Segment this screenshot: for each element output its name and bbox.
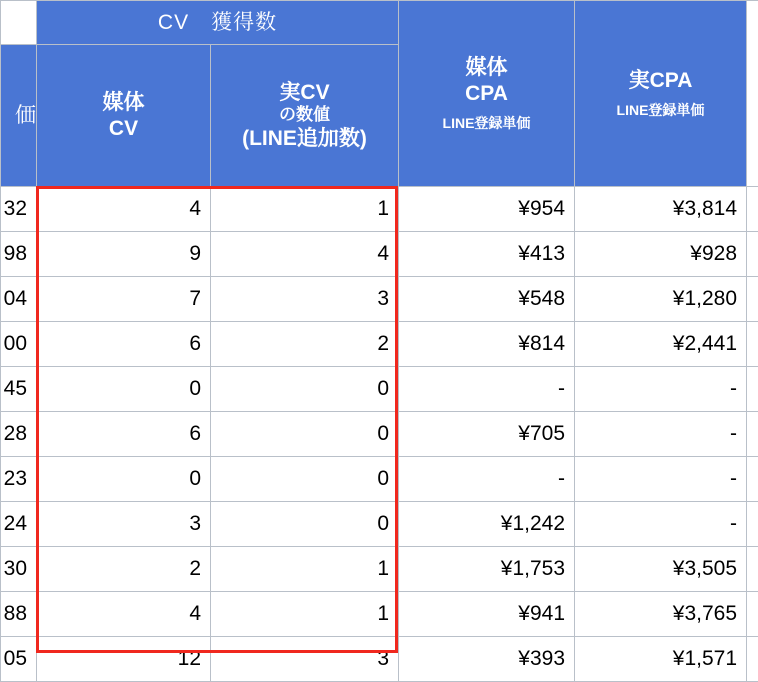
- cell-tail: [747, 367, 758, 412]
- table-row: [1, 457, 758, 502]
- cell-real-cv[interactable]: 0: [211, 367, 399, 412]
- header-col-media-cpa-line2: CPA: [399, 81, 574, 107]
- cell-media-cv[interactable]: 4: [37, 592, 211, 637]
- cell-real-cv[interactable]: 0: [211, 502, 399, 547]
- header-row-group: [1, 1, 758, 45]
- header-col-real-cv-line1: 実CV: [211, 80, 398, 106]
- cell-real-cpa[interactable]: -: [575, 502, 747, 547]
- cell-unit-price[interactable]: 30: [1, 547, 37, 592]
- cell-tail: [747, 277, 758, 322]
- cell-real-cpa[interactable]: -: [575, 457, 747, 502]
- cell-media-cv[interactable]: 6: [37, 412, 211, 457]
- cell-real-cv[interactable]: 3: [211, 277, 399, 322]
- header-group-cv: CV 獲得数: [37, 1, 399, 45]
- cell-tail: [747, 502, 758, 547]
- table-row: [1, 502, 758, 547]
- table-row: [1, 547, 758, 592]
- cell-media-cpa[interactable]: ¥548: [399, 277, 575, 322]
- cell-tail: [747, 412, 758, 457]
- cell-media-cpa[interactable]: ¥1,753: [399, 547, 575, 592]
- cell-unit-price[interactable]: 00: [1, 322, 37, 367]
- table-row: [1, 322, 758, 367]
- table-row: [1, 277, 758, 322]
- cell-media-cv[interactable]: 7: [37, 277, 211, 322]
- cell-media-cpa[interactable]: -: [399, 457, 575, 502]
- header-col-real-cv: [211, 45, 399, 187]
- header-tail-cell: [747, 1, 758, 187]
- cell-real-cpa[interactable]: ¥1,571: [575, 637, 747, 682]
- cell-real-cv[interactable]: 2: [211, 322, 399, 367]
- cell-unit-price[interactable]: 45: [1, 367, 37, 412]
- cell-real-cpa[interactable]: ¥3,505: [575, 547, 747, 592]
- cell-media-cpa[interactable]: ¥1,242: [399, 502, 575, 547]
- cell-media-cv[interactable]: 0: [37, 367, 211, 412]
- cell-real-cpa[interactable]: -: [575, 412, 747, 457]
- cell-tail: [747, 322, 758, 367]
- table-row: [1, 637, 758, 682]
- table-row: [1, 367, 758, 412]
- cell-unit-price[interactable]: 23: [1, 457, 37, 502]
- cell-unit-price[interactable]: 24: [1, 502, 37, 547]
- cell-real-cv[interactable]: 0: [211, 412, 399, 457]
- cell-real-cv[interactable]: 3: [211, 637, 399, 682]
- cell-media-cpa[interactable]: ¥413: [399, 232, 575, 277]
- cell-media-cv[interactable]: 0: [37, 457, 211, 502]
- cell-real-cv[interactable]: 1: [211, 187, 399, 232]
- cell-unit-price[interactable]: 98: [1, 232, 37, 277]
- cell-real-cv[interactable]: 0: [211, 457, 399, 502]
- cell-tail: [747, 232, 758, 277]
- cell-unit-price[interactable]: 88: [1, 592, 37, 637]
- cell-unit-price[interactable]: 28: [1, 412, 37, 457]
- cell-media-cpa[interactable]: -: [399, 367, 575, 412]
- table-row: [1, 232, 758, 277]
- cell-tail: [747, 457, 758, 502]
- header-col-media-cpa-line1: 媒体: [399, 55, 574, 81]
- table-row: [1, 412, 758, 457]
- header-col-real-cv-line2: の数値: [211, 105, 398, 126]
- header-col-media-cpa-sub: LINE登録単価: [399, 115, 574, 132]
- cell-tail: [747, 637, 758, 682]
- cell-real-cpa[interactable]: ¥2,441: [575, 322, 747, 367]
- cell-media-cv[interactable]: 6: [37, 322, 211, 367]
- cell-media-cv[interactable]: 4: [37, 187, 211, 232]
- header-spacer-cell: [1, 1, 37, 45]
- header-col-media-cv-line1: 媒体: [37, 90, 210, 116]
- header-col-media-cv: [37, 45, 211, 187]
- cell-media-cpa[interactable]: ¥941: [399, 592, 575, 637]
- cell-tail: [747, 187, 758, 232]
- cell-real-cpa[interactable]: ¥928: [575, 232, 747, 277]
- header-col-unit-price-partial: 価: [1, 45, 37, 187]
- cell-tail: [747, 592, 758, 637]
- header-col-real-cpa: [575, 1, 747, 187]
- cell-real-cpa[interactable]: ¥3,814: [575, 187, 747, 232]
- cell-media-cv[interactable]: 9: [37, 232, 211, 277]
- cell-media-cv[interactable]: 2: [37, 547, 211, 592]
- cell-real-cpa[interactable]: -: [575, 367, 747, 412]
- cell-media-cpa[interactable]: ¥393: [399, 637, 575, 682]
- table-header: [1, 1, 758, 187]
- cell-media-cpa[interactable]: ¥814: [399, 322, 575, 367]
- cell-unit-price[interactable]: 04: [1, 277, 37, 322]
- cell-tail: [747, 547, 758, 592]
- cell-real-cpa[interactable]: ¥3,765: [575, 592, 747, 637]
- cell-real-cv[interactable]: 4: [211, 232, 399, 277]
- cell-real-cv[interactable]: 1: [211, 592, 399, 637]
- cell-media-cpa[interactable]: ¥705: [399, 412, 575, 457]
- cell-media-cv[interactable]: 12: [37, 637, 211, 682]
- cell-real-cv[interactable]: 1: [211, 547, 399, 592]
- header-col-real-cpa-sub: LINE登録単価: [575, 102, 746, 119]
- header-col-real-cpa-line1: 実CPA: [575, 68, 746, 94]
- cell-media-cpa[interactable]: ¥954: [399, 187, 575, 232]
- table-row: [1, 187, 758, 232]
- cell-unit-price[interactable]: 05: [1, 637, 37, 682]
- cell-real-cpa[interactable]: ¥1,280: [575, 277, 747, 322]
- header-col-media-cv-line2: CV: [37, 116, 210, 142]
- header-col-real-cv-line3: (LINE追加数): [211, 126, 398, 152]
- cell-media-cv[interactable]: 3: [37, 502, 211, 547]
- table-body: [1, 187, 758, 682]
- header-col-media-cpa: [399, 1, 575, 187]
- table-row: [1, 592, 758, 637]
- cell-unit-price[interactable]: 32: [1, 187, 37, 232]
